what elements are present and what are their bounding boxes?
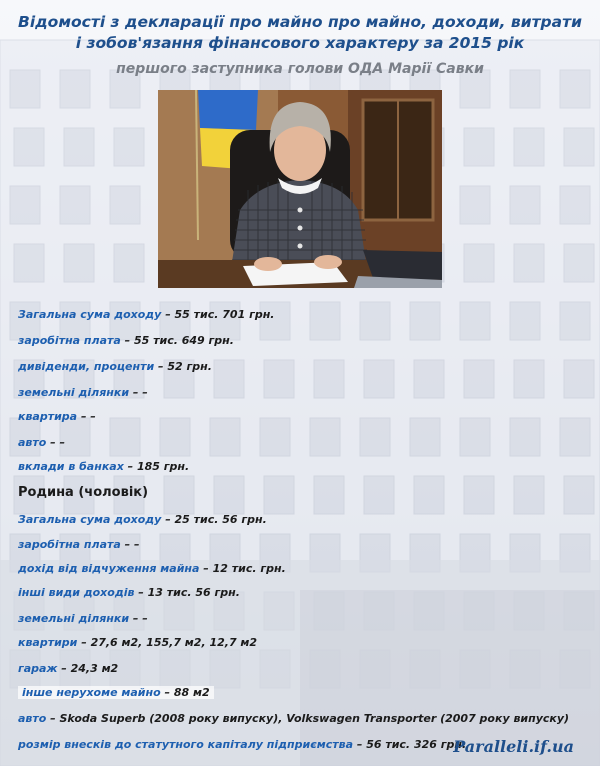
family-heading: Родина (чоловік) xyxy=(18,485,149,500)
fact-value: – 25 тис. 56 грн. xyxy=(165,513,267,526)
highlight-box xyxy=(18,686,214,699)
fact-value: – 55 тис. 649 грн. xyxy=(124,334,234,347)
fact-row-dividends xyxy=(18,360,212,373)
facade-window xyxy=(360,418,390,456)
fact-label: авто xyxy=(18,436,47,449)
facade-window xyxy=(260,418,290,456)
official-portrait-photo xyxy=(158,90,442,288)
site-watermark: Paralleli.if.ua xyxy=(453,737,574,756)
fact-label: авто xyxy=(18,712,47,725)
fact-value: – – xyxy=(132,612,148,625)
fact-row-land xyxy=(18,386,148,399)
header xyxy=(0,12,600,79)
title-line-1: Відомості з декларації про майно про майно, доходи, витрати xyxy=(18,13,582,31)
family-row-other-income xyxy=(18,586,240,599)
facade-window xyxy=(464,128,494,166)
facade-window xyxy=(314,476,344,514)
facade-window xyxy=(310,302,340,340)
facade-window xyxy=(14,244,44,282)
fact-label: Загальна сума доходу xyxy=(18,308,162,321)
facade-window xyxy=(64,128,94,166)
fact-label: гараж xyxy=(18,662,58,675)
facade-window xyxy=(560,186,590,224)
fact-row-deposits xyxy=(18,460,189,473)
facade-window xyxy=(514,360,544,398)
facade-window xyxy=(364,476,394,514)
facade-window xyxy=(560,418,590,456)
family-row-capital-contributions xyxy=(18,738,466,751)
facade-window xyxy=(210,418,240,456)
fact-label: заробітна плата xyxy=(18,334,121,347)
fact-value: – 56 тис. 326 грн. xyxy=(356,738,467,751)
facade-window xyxy=(410,302,440,340)
facade-window xyxy=(460,302,490,340)
fact-value: – – xyxy=(80,410,96,423)
facade-window xyxy=(464,476,494,514)
facade-window xyxy=(160,418,190,456)
fact-value: – – xyxy=(50,436,66,449)
facade-window xyxy=(510,418,540,456)
fact-row-total-income xyxy=(18,308,274,321)
facade-window xyxy=(264,360,294,398)
official-portrait-icon xyxy=(158,90,442,288)
facade-window xyxy=(510,302,540,340)
facade-window xyxy=(110,418,140,456)
facade-window xyxy=(314,360,344,398)
facade-window xyxy=(360,302,390,340)
fact-label: дивіденди, проценти xyxy=(18,360,155,373)
fact-value: – – xyxy=(124,538,140,551)
facade-window xyxy=(164,476,194,514)
facade-window xyxy=(10,186,40,224)
fact-label: дохід від відчуження майна xyxy=(18,562,200,575)
fact-label: Загальна сума доходу xyxy=(18,513,162,526)
fact-label: інші види доходів xyxy=(18,586,135,599)
facade-window xyxy=(464,244,494,282)
facade-window xyxy=(460,418,490,456)
fact-value: – 185 грн. xyxy=(127,460,190,473)
facade-window xyxy=(510,186,540,224)
fact-row-car xyxy=(18,436,65,449)
family-row-apartments xyxy=(18,636,257,649)
fact-label: квартира xyxy=(18,410,78,423)
family-row-total-income xyxy=(18,513,267,526)
facade-window xyxy=(310,418,340,456)
facade-window xyxy=(514,244,544,282)
facade-window xyxy=(214,360,244,398)
fact-value: – 24,3 м2 xyxy=(61,662,119,675)
family-row-garage xyxy=(18,662,118,675)
facade-window xyxy=(564,476,594,514)
fact-label: інше нерухоме майно xyxy=(22,686,161,699)
fact-value: – 27,6 м2, 155,7 м2, 12,7 м2 xyxy=(81,636,258,649)
fact-value: – Skoda Superb (2008 року випуску), Volkswagen Transporter (2007 року випуску) xyxy=(50,712,570,725)
facade-window xyxy=(364,360,394,398)
facade-window xyxy=(264,476,294,514)
facade-window xyxy=(110,186,140,224)
facade-window xyxy=(114,244,144,282)
fact-value: – 13 тис. 56 грн. xyxy=(138,586,240,599)
fact-value: – – xyxy=(132,386,148,399)
facade-window xyxy=(564,128,594,166)
fact-label: квартири xyxy=(18,636,78,649)
facade-window xyxy=(214,476,244,514)
facade-window xyxy=(114,128,144,166)
family-row-other-property xyxy=(18,686,214,699)
title-line-2: і зобов'язання фінансового характеру за 2015 рік xyxy=(75,34,525,52)
facade-window xyxy=(14,128,44,166)
fact-value: – 52 грн. xyxy=(158,360,212,373)
family-row-alienation-income xyxy=(18,562,286,575)
facade-window xyxy=(514,128,544,166)
facade-window xyxy=(60,186,90,224)
fact-value: – 12 тис. грн. xyxy=(203,562,286,575)
fact-value: – 55 тис. 701 грн. xyxy=(165,308,275,321)
facade-window xyxy=(64,244,94,282)
fact-row-salary xyxy=(18,334,234,347)
fact-label: вклади в банках xyxy=(18,460,124,473)
fact-value: – 88 м2 xyxy=(164,686,210,699)
facade-window xyxy=(560,302,590,340)
facade-window xyxy=(414,360,444,398)
family-row-land xyxy=(18,612,148,625)
facade-window xyxy=(414,476,444,514)
fact-label: заробітна плата xyxy=(18,538,121,551)
subtitle: першого заступника голови ОДА Марії Савки xyxy=(116,61,484,77)
fact-row-apartment xyxy=(18,410,96,423)
facade-window xyxy=(464,360,494,398)
facade-window xyxy=(514,476,544,514)
facade-window xyxy=(460,186,490,224)
fact-label: розмір внесків до статутного капіталу підприємства xyxy=(18,738,354,751)
family-row-cars xyxy=(18,712,569,725)
fact-label: земельні ділянки xyxy=(18,612,130,625)
facade-window xyxy=(564,360,594,398)
fact-label: земельні ділянки xyxy=(18,386,130,399)
facade-window xyxy=(564,244,594,282)
family-row-salary xyxy=(18,538,140,551)
facade-window xyxy=(410,418,440,456)
